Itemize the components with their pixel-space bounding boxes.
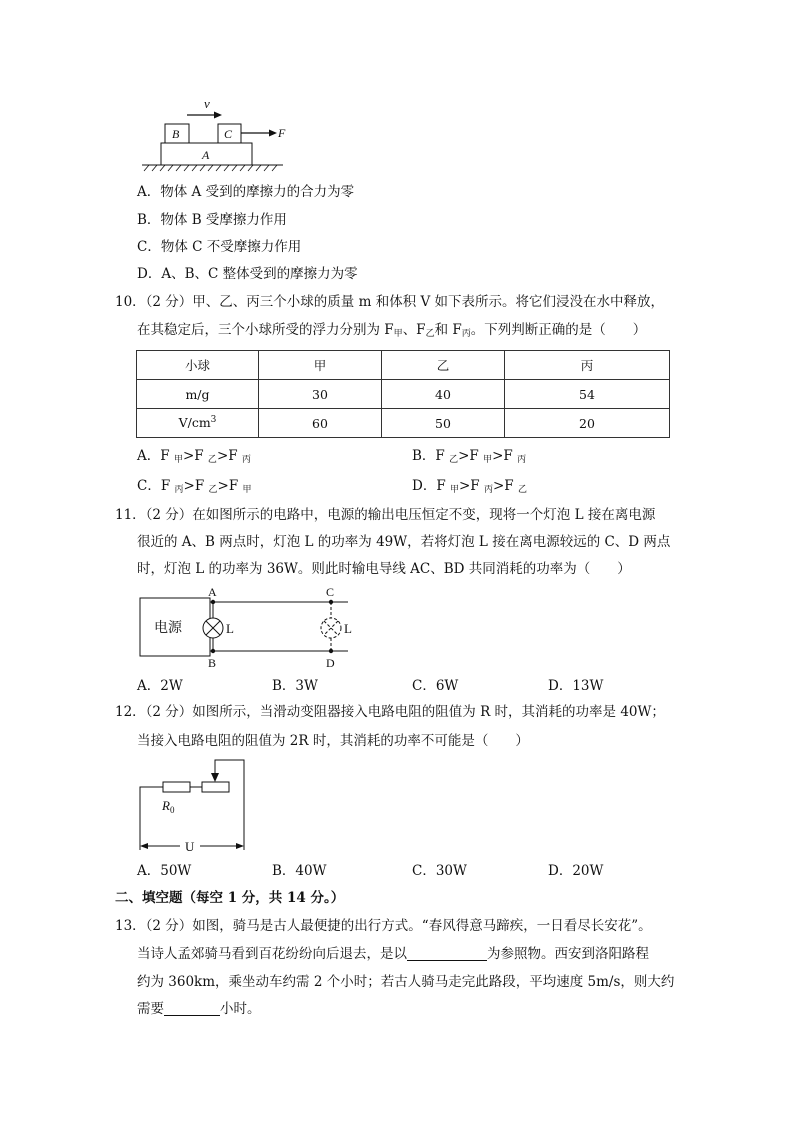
q13-stem-line1: 13．（2 分）如图，骑马是古人最便捷的出行方式。“春风得意马蹄疾，一日看尽长安花”。 — [115, 918, 652, 934]
table-cell: 50 — [382, 409, 505, 438]
power-source-label: 电源 — [154, 621, 182, 636]
lamp-icon — [203, 618, 223, 638]
header-cell: 丙 — [505, 351, 670, 380]
table-cell: 30 — [259, 380, 382, 409]
dashed-lamp-icon — [321, 602, 341, 651]
q10-option-d: D．F $_甲$>F $_丙$>F $_乙$ — [412, 478, 527, 495]
header-cell: 小球 — [137, 351, 259, 380]
voltage-label: U — [185, 839, 195, 854]
q10-option-b: B．F $_乙$>F $_甲$>F $_丙$ — [412, 448, 527, 465]
q12-stem-line2: 当接入电路电阻的阻值为 2R 时，其消耗的功率不可能是（ ） — [137, 733, 529, 749]
block-c-label: C — [224, 127, 233, 141]
q9-option-a: A．物体 A 受到的摩擦力的合力为零 — [137, 184, 355, 200]
force-label: F — [278, 126, 286, 140]
q9-option-d: D．A、B、C 整体受到的摩擦力为零 — [137, 266, 358, 282]
q12-option-b: B．40W — [272, 863, 327, 879]
q11-stem-line2: 很近的 A、B 两点时，灯泡 L 的功率为 49W，若将灯泡 L 接在离电源较远的 C、D 两点 — [137, 534, 671, 550]
q12-stem-line1: 12．（2 分）如图所示，当滑动变阻器接入电路电阻的阻值为 R 时，其消耗的功率是 40W； — [115, 704, 665, 720]
lamp-label: L — [226, 621, 234, 636]
row-label: m/g — [137, 380, 259, 409]
q12-option-a: A．50W — [137, 863, 192, 879]
block-a-label: A — [202, 148, 210, 162]
rheostat-circuit — [130, 755, 260, 855]
ball-data-table — [136, 350, 670, 438]
q11-stem-line1: 11．（2 分）在如图所示的电路中，电源的输出电压恒定不变，现将一个灯泡 L 接在离电源 — [115, 507, 656, 523]
q11-option-a: A．2W — [137, 678, 183, 694]
point-d-label: D — [326, 656, 335, 670]
q10-option-a: A．F $_甲$>F $_乙$>F $_丙$ — [137, 448, 251, 465]
header-cell: 甲 — [259, 351, 382, 380]
velocity-label: v — [204, 96, 210, 111]
lamp-label: L — [344, 621, 352, 636]
q11-option-b: B．3W — [272, 678, 318, 694]
table-row — [137, 380, 670, 409]
q12-option-d: D．20W — [548, 863, 604, 879]
q13-stem-line2: 当诗人孟郊骑马看到百花纷纷向后退去，是以 为参照物。西安到洛阳路程 — [137, 946, 649, 962]
table-header-row — [137, 351, 670, 380]
section-heading: 二、填空题（每空 1 分，共 14 分。） — [115, 890, 345, 906]
q11-option-c: C．6W — [412, 678, 459, 694]
q11-option-d: D．13W — [548, 678, 604, 694]
point-c-label: C — [326, 585, 335, 599]
resistor-r0-label: $R_0$ — [162, 798, 175, 815]
answer-blank-2[interactable] — [164, 1001, 220, 1016]
row-label: $V/cm^3$ — [137, 409, 259, 438]
table-cell: 60 — [259, 409, 382, 438]
q13-stem-line4: 需要 小时。 — [137, 1001, 261, 1017]
answer-blank-1[interactable] — [407, 946, 487, 961]
q13-stem-line3: 约为 360km，乘坐动车约需 2 个小时；若古人骑马走完此路段，平均速度 5m/s，则大约 — [137, 974, 675, 990]
point-b-label: B — [208, 656, 217, 670]
table-row — [137, 409, 670, 438]
table-cell: 54 — [505, 380, 670, 409]
table-cell: 20 — [505, 409, 670, 438]
point-a-label: A — [208, 585, 217, 599]
q10-option-c: C．F $_丙$>F $_乙$>F $_甲$ — [137, 478, 252, 495]
q9-option-c: C．物体 C 不受摩擦力作用 — [137, 239, 302, 255]
q11-stem-line3: 时，灯泡 L 的功率为 36W。则此时输电导线 AC、BD 共同消耗的功率为（ ） — [137, 561, 631, 577]
q12-option-c: C．30W — [412, 863, 467, 879]
q9-option-b: B．物体 B 受摩擦力作用 — [137, 212, 287, 228]
power-line-circuit — [130, 580, 370, 680]
block-b-label: B — [172, 127, 180, 141]
q10-stem-line2: 在其稳定后，三个小球所受的浮力分别为 $F_甲$、$F_乙$和 $F_丙$。下列判断正确的是（ ） — [137, 322, 647, 339]
table-cell: 40 — [382, 380, 505, 409]
blocks-figure — [130, 90, 300, 180]
header-cell: 乙 — [382, 351, 505, 380]
q10-stem-line1: 10．（2 分）甲、乙、丙三个小球的质量 m 和体积 V 如下表所示。将它们浸没在水中释放， — [115, 294, 665, 310]
